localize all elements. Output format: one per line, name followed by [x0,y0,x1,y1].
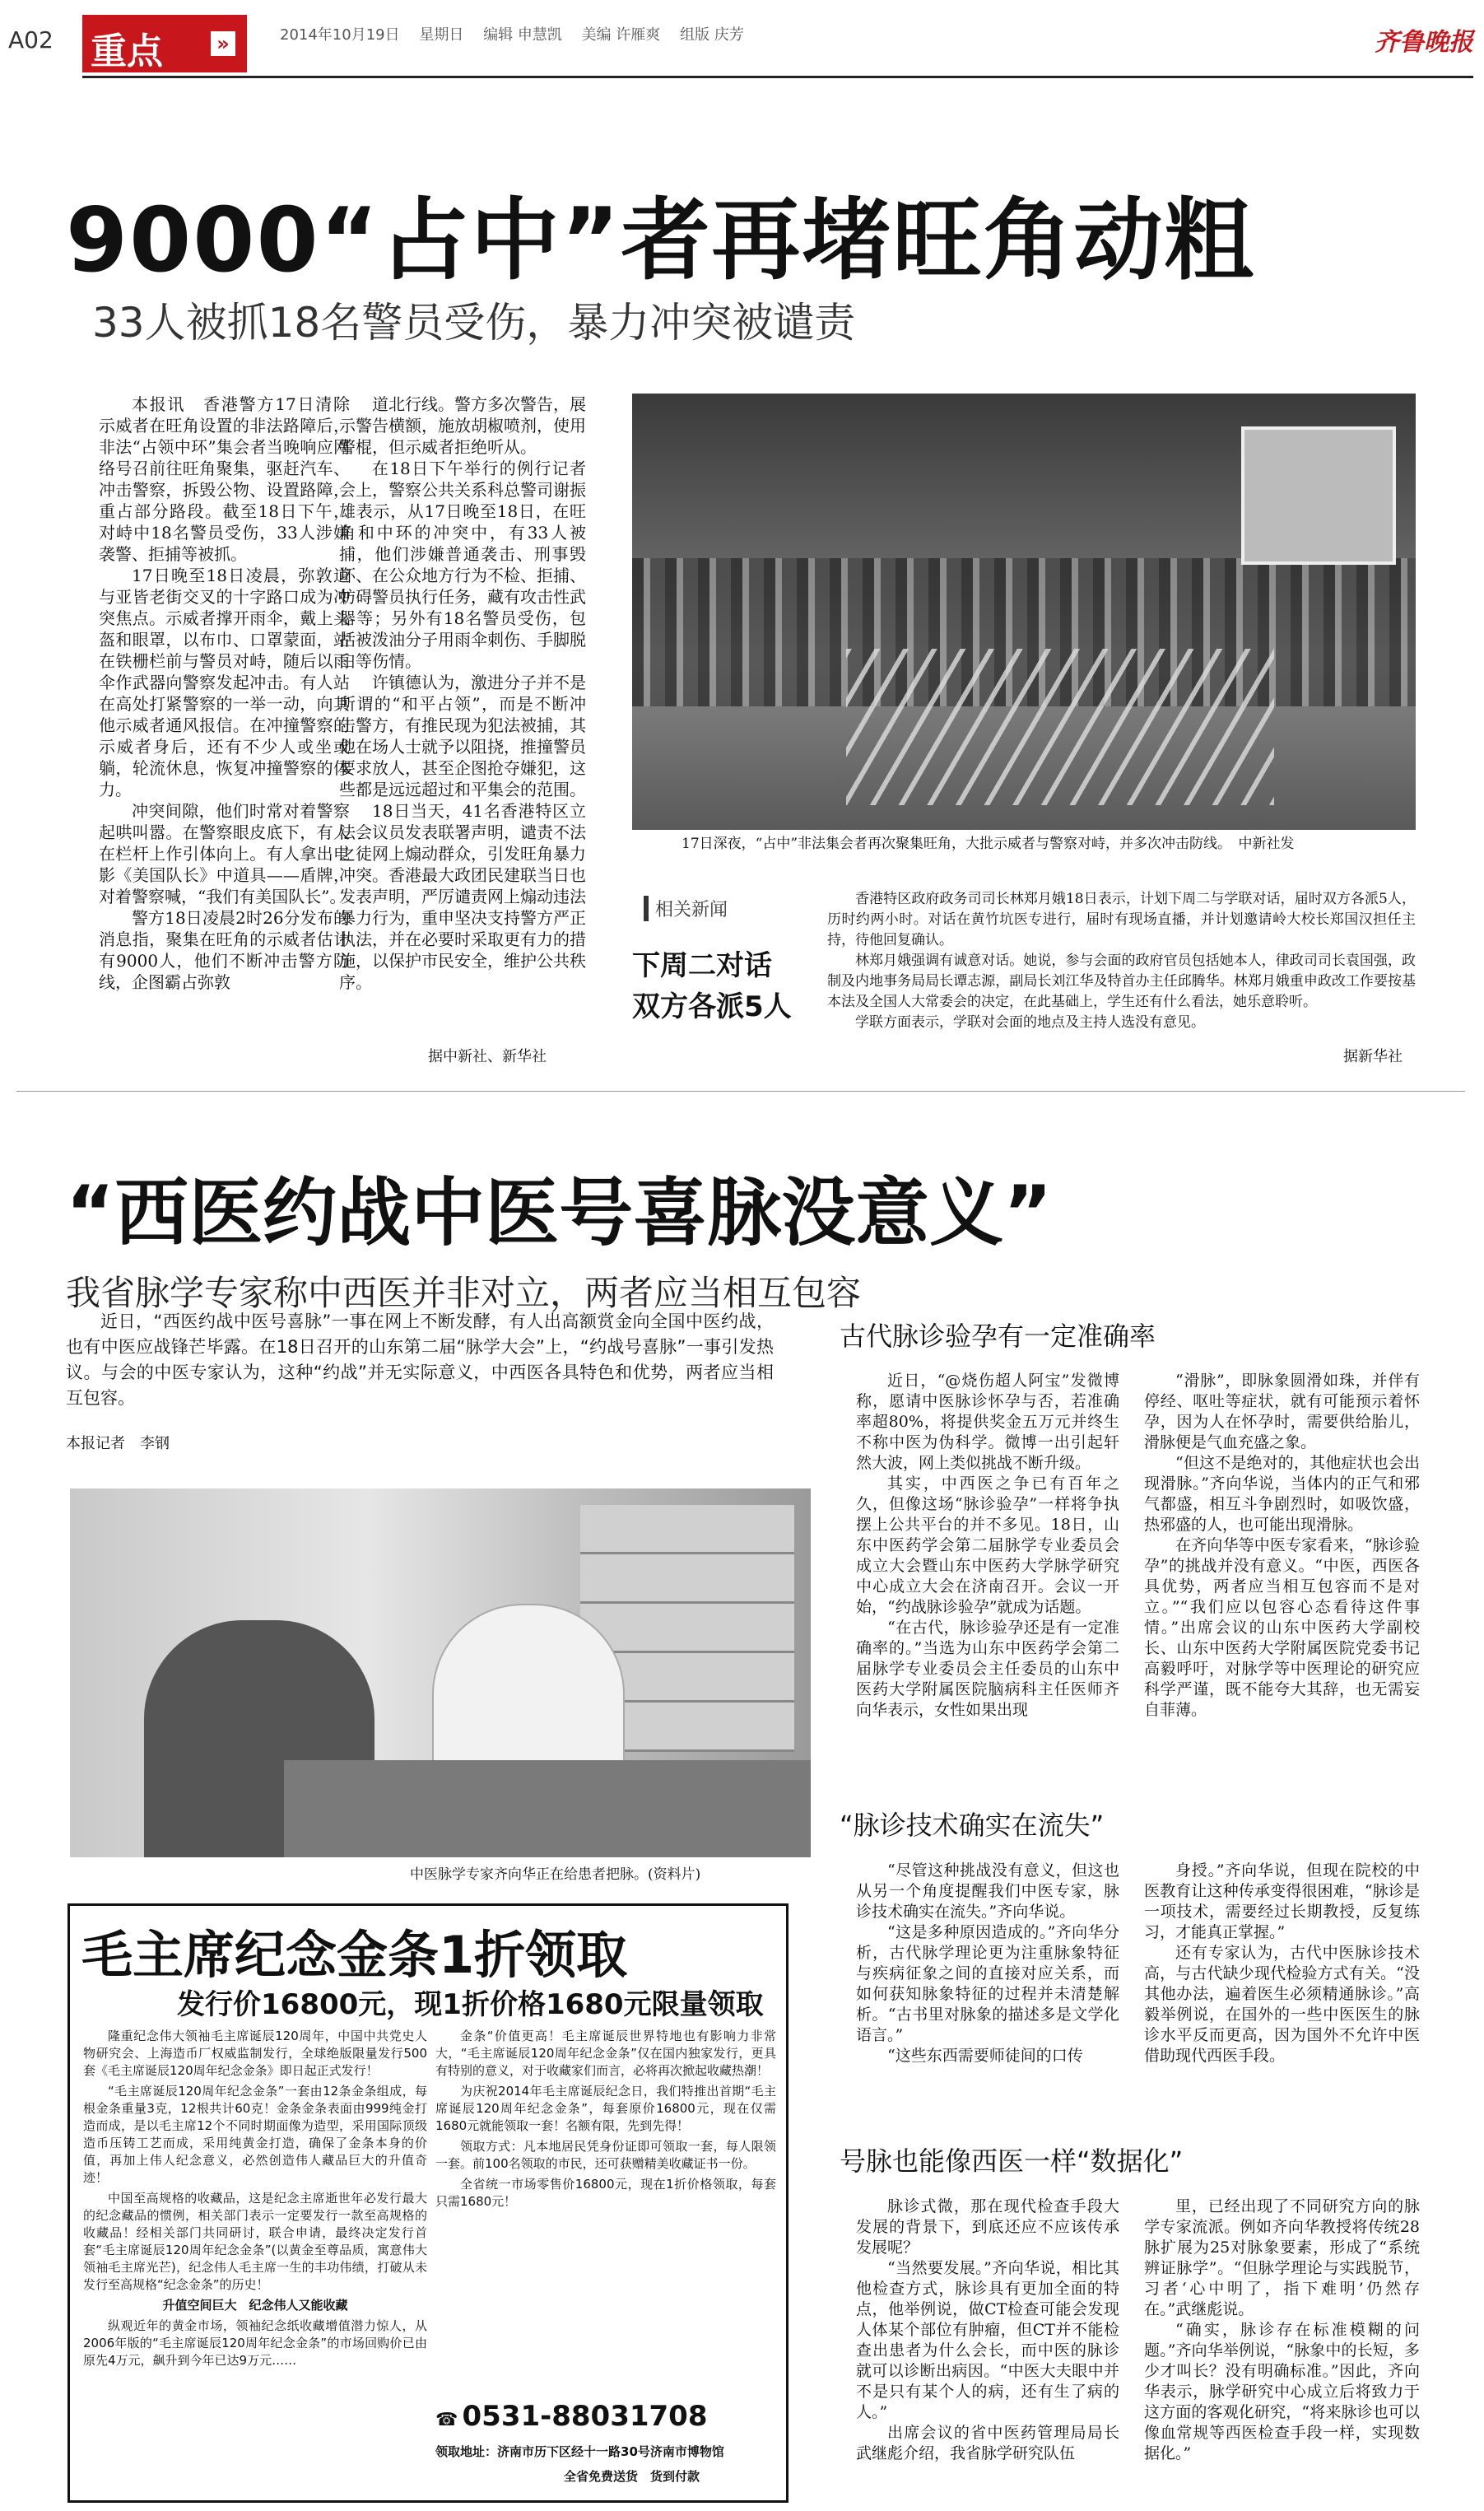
paragraph: 本报讯 香港警方17日清除示威者在旺角设置的非法路障后，非法“占领中环”集会者当晚响应网络号召前往旺角聚集，驱赶汽车、冲击警察，拆毁公物、设置路障，重占部分路段。截至18日下午，对峙中18名警员受伤，33人涉嫌袭警、拒捕等被抓。 [99,394,350,564]
paragraph: “当然要发展。”齐向华说，相比其他检查方式，脉诊具有更加全面的特点，他举例说，做CT检查可能会发现人体某个部位有肿瘤，但CT并不能检查出患者为什么会长，而中医的脉诊就可以诊断出病因。“中医大夫眼中并不是只有某个人的病，还有生了病的人。” [856,2259,1119,2421]
paragraph: “但这不是绝对的，其他症状也会出现滑脉。”齐向华说，当体内的正气和邪气都盛，相互斗争剧烈时，如吸饮盛，热邪盛的人，也可能出现滑脉。 [1144,1454,1420,1534]
double-arrow-icon: » [211,31,235,56]
header-rule [82,76,1473,78]
section-label: 重点 [91,30,163,72]
paragraph: 警方18日凌晨2时26分发布的消息指，聚集在旺角的示威者估计有9000人，他们不断冲击警方防线，企图霸占弥敦 [99,908,350,992]
sub3-col-left [856,2197,1119,2495]
paragraph: “在古代，脉诊验孕还是有一定准确率的。”当选为山东中医药学会第二届脉学专业委员会主任委员的山东中医药大学附属医院脑病科主任医师齐向华表示，女性如果出现 [856,1619,1119,1719]
protest-photo [632,394,1416,830]
paragraph: 为庆祝2014年毛主席诞辰纪念日，我们特推出首期“毛主席诞辰120周年纪念金条”，每套原价16800元，现在仅需1680元就能领取一套！名额有限，先到先得！ [435,2084,776,2133]
paragraph: 中国至高规格的收藏品，这是纪念主席逝世年必发行最大的纪念藏品的惯例，相关部门表示一定要发行一款至高规格的收藏品！经相关部门共同研讨，联合申请，最终决定发行首套“毛主席诞辰120周年纪念金条”(以黄金至尊品质，寓意伟大领袖毛主席光芒)，纪念伟人毛主席一生的丰功伟绩，打破从未发行至高规格“纪念金条”的历史！ [83,2191,427,2292]
paragraph: 还有专家认为，古代中医脉诊技术高，与古代缺少现代检验方式有关。“没其他办法，遍着医生必须精通脉诊。”高毅举例说，在国外的一些中医医生的脉诊水平反而更高，因为国外不允许中医借助现代西医手段。 [1144,1944,1420,2065]
related-body [827,889,1416,1033]
protest-photo-caption: 17日深夜，“占中”非法集会者再次聚集旺角，大批示威者与警察对峙，并多次冲击防线。 中新社发 [682,836,1295,852]
article2-lead: 近日，“西医约战中医号喜脉”一事在网上不断发酵，有人出高额赏金向全国中医约战，也有中医应战锋芒毕露。在18日召开的山东第二届“脉学大会”上，“约战号喜脉”一事引发热议。与会的中医专家认为，这种“约战”并无实际意义，中西医各具特色和优势，两者应当相互包容。 [66,1311,774,1408]
subhead-2: “脉诊技术确实在流失” [840,1810,1105,1841]
subhead-3: 号脉也能像西医一样“数据化” [840,2145,1184,2177]
paragraph: “尽管这种挑战没有意义，但这也从另一个角度提醒我们中医专家，脉诊技术确实在流失。”齐向华说。 [856,1861,1119,1921]
ad-address: 领取地址：济南市历下区经十一路30号济南市博物馆 [435,2444,724,2459]
related-tag: 相关新闻 [644,896,728,921]
ad-phone-row[interactable] [435,2400,776,2433]
paragraph: 身授。”齐向华说，但现在院校的中医教育让这种传承变得很困难，“脉诊是一项技术，需要经过长期教授，反复练习，才能真正掌握。” [1144,1861,1420,1941]
doctor-photo [70,1488,811,1857]
related-source: 据新华社 [1343,1048,1403,1065]
article1-source: 据中新社、新华社 [428,1048,547,1065]
paragraph: “这是多种原因造成的。”齐向华分析，古代脉学理论更为注重脉象特征与疾病征象之间的直接对应关系，而如何获知脉象特征的过程并未清楚解析。“古书里对脉象的描述多是文学化语言。” [856,1923,1119,2044]
photo-barricade [846,649,1274,805]
doctor-photo-caption: 中医脉学专家齐向华正在给患者把脉。(资料片) [410,1866,701,1883]
article2-subtitle: 我省脉学专家称中西医并非对立，两者应当相互包容 [66,1273,862,1313]
ad-heading: 升值空间巨大 纪念伟人又能收藏 [162,2298,348,2313]
paragraph: “滑脉”，即脉象圆滑如珠，并伴有停经、呕吐等症状，就有可能预示着怀孕，因为人在怀孕时，需要供给胎儿，滑脉便是气血充盛之象。 [1144,1372,1420,1451]
header-meta [280,23,744,44]
sub1-col-right [1144,1371,1420,1774]
paragraph: 隆重纪念伟大领袖毛主席诞辰120周年，中国中共党史人物研究会、上海造币厂权威监制发行，全球绝版限量发行500套《毛主席诞辰120周年纪念金条》即日起正式发行！ [83,2029,427,2078]
brand-logo: 齐鲁晚报 [1375,28,1473,57]
paragraph: 里，已经出现了不同研究方向的脉学专家流派。例如齐向华教授将传统28脉扩展为25对脉象要素，形成了“系统辨证脉学”。“但脉学理论与实践脱节，习者‘心中明了，指下难明’仍然存在。”武继彪说。 [1144,2197,1420,2318]
paragraph: 林郑月娥强调有诚意对话。她说，参与会面的政府官员包括她本人，律政司司长袁国强，政制及内地事务局局长谭志源，副局长刘江华及特首办主任邱腾华。林郑月娥重申政改工作要按基本法及全国人大常委会的决定，在此基础上，学生还有什么看法，她乐意聆听。 [827,953,1416,1010]
paragraph: 18日当天，41名香港特区立法会议员发表联署声明，谴责不法之徒网上煽动群众，引发旺角暴力冲突。香港最大政团民建联当日也发表声明，严厉谴责网上煽动违法暴力行为，重申坚决支持警方严正执法，并在必要时采取更有力的措施，以保护市民安全，维护公共秩序。 [339,801,586,992]
ad-title: 毛主席纪念金条1折领取 [81,1925,628,1985]
paragraph: 17日晚至18日凌晨，弥敦道与亚皆老街交叉的十字路口成为冲突焦点。示威者撑开雨伞，戴上头盔和眼罩，以布巾、口罩蒙面，站在铁栅栏前与警员对峙，随后以雨伞作武器向警察发起冲击。有人站在高处打紧警察的一举一动，向其他示威者通风报信。在冲撞警察的示威者身后，还有不少人或坐或躺，轮流休息，恢复冲撞警察的体力。 [99,566,350,799]
sub1-col-left [856,1371,1119,1774]
article2-title: “西医约战中医号喜脉没意义” [66,1170,1053,1256]
paragraph: 香港特区政府政务司司长林郑月娥18日表示，计划下周二与学联对话，届时双方各派5人，历时约两小时。对话在黄竹坑医专进行，届时有现场直播，并计划邀请岭大校长郑国汉担任主持，待他回复确认。 [827,891,1416,948]
paragraph: 纵观近年的黄金市场，领袖纪念纸收藏增值潜力惊人，从2006年版的“毛主席诞辰120周年纪念金条”的市场回购价已由原先4万元，飙升到今年已达9万元…… [83,2318,427,2368]
page-number: A02 [8,26,53,54]
sub2-col-right [1144,1861,1420,2108]
proof: 组版 庆芳 [680,26,744,44]
article2-byline: 本报记者 李钢 [66,1435,170,1452]
paragraph: “这些东西需要师徒间的口传 [887,2047,1083,2065]
paragraph: “确实，脉诊存在标准模糊的问题。”齐向华举例说，“脉象中的长短，多少才叫长？没有明确标准。”因此，齐向华表示，脉学研究中心成立后将致力于这方面的客观化研究，“将来脉诊也可以像血常规等西医检查手段一样，实现数据化。” [1144,2321,1420,2462]
article1-title: 9000“占中”者再堵旺角动粗 [66,189,1255,292]
ad-subtitle: 发行价16800元，现1折价格1680元限量领取 [177,1988,764,2021]
paragraph: 金条“价值更高！毛主席诞辰世界特地也有影响力非常大，“毛主席诞辰120周年纪念金条”仅在国内独家发行，更具有特别的意义，对于收藏家们而言，必将再次掀起收藏热潮！ [435,2029,776,2078]
paragraph: 许镇德认为，激进分子并不是所谓的“和平占领”，而是不断冲击警方，有推民现为犯法被捕，其他在场人士就予以阻挠，推撞警员要求放人，甚至企图抢夺嫌犯，这些都是远远超过和平集会的范围。 [339,673,586,799]
article1-col2 [339,394,586,1036]
article1-subtitle: 33人被抓18名警员受伤，暴力冲突被谴责 [92,299,856,347]
paragraph: 脉诊式微，那在现代检查手段大发展的背景下，到底还应不应该传承发展呢？ [856,2197,1119,2257]
paragraph: 道北行线。警方多次警告，展示警告横额，施放胡椒喷剂，使用警棍，但示威者拒绝听从。 [339,394,586,457]
date: 2014年10月19日 [280,26,400,44]
ad-footer: 全省免费送货 货到付款 [564,2469,700,2484]
phone-icon: ☎ [435,2410,458,2430]
related-title-line1: 下周二对话 [632,949,772,982]
paragraph: 学联方面表示，学联对会面的地点及主持人选没有意见。 [855,1014,1205,1031]
related-title [632,945,792,1027]
related-title-line2: 双方各派5人 [632,990,792,1023]
photo-signs [1241,426,1396,565]
article1-col1 [99,394,350,1052]
art-editor: 美编 许雁爽 [581,26,661,44]
gold-bar-ad[interactable] [67,1903,789,2503]
photo-desk [284,1760,811,1857]
editor: 编辑 申慧凯 [483,26,562,44]
section-divider [16,1091,1465,1092]
paragraph: 领取方式：凡本地居民凭身份证即可领取一套，每人限领一套。前100名领取的市民，还可获赠精美收藏证书一份。 [435,2139,776,2171]
paragraph: 冲突间隙，他们时常对着警察起哄叫嚣。在警察眼皮底下，有人在栏杆上作引体向上。有人拿出电影《美国队长》中道具——盾牌，对着警察喊，“我们有美国队长”。 [99,801,350,906]
sub3-col-right [1144,2197,1420,2495]
weekday: 星期日 [419,26,464,44]
paragraph: 其实，中西医之争已有百年之久，但像这场“脉诊验孕”一样将争执摆上公共平台的并不多见。18日，山东中医药学会第二届脉学专业委员会成立大会暨山东中医药大学脉学研究中心成立大会在济南召开。会议一开始，“约战脉诊验孕”就成为话题。 [856,1474,1119,1616]
ad-phone[interactable]: 0531-88031708 [462,2400,708,2433]
ad-right-column [435,2028,776,2374]
paragraph: 出席会议的省中医药管理局局长武继彪介绍，我省脉学研究队伍 [856,2424,1119,2462]
sub2-col-left [856,1861,1119,2108]
section-badge [82,15,247,72]
paragraph: 近日，“@烧伤超人阿宝”发微博称，愿请中医脉诊怀孕与否，若准确率超80%，将提供奖金五万元并终生不称中医为伪科学。微博一出引起轩然大波，网上类似挑战不断升级。 [856,1372,1119,1472]
paragraph: 在18日下午举行的例行记者会上，警察公共关系科总警司谢振雄表示，从17日晚至18日，在旺角和中环的冲突中，有33人被捕，他们涉嫌普通袭击、刑事毁坏、在公众地方行为不检、拒捕、妨碍警员执行任务，藏有攻击性武器等；另外有18名警员受伤，包括被泼油分子用雨伞刺伤、手脚脱臼等伤情。 [339,459,586,671]
paragraph: 全省统一市场零售价16800元，现在1折价格领取，每套只需1680元！ [435,2177,776,2209]
paragraph: 在齐向华等中医专家看来，“脉诊验孕”的挑战并没有意义。“中医，西医各具优势，两者应当相互包容而不是对立。”“我们应以包容心态看待这件事情。”出席会议的山东中医药大学副校长、山东中医药大学附属医院党委书记高毅呼吁，对脉学等中医理论的研究应科学严谨，既不能夸大其辞，也无需妄自菲薄。 [1144,1536,1420,1719]
ad-left-column [83,2028,427,2489]
subhead-1: 古代脉诊验孕有一定准确率 [840,1321,1156,1352]
paragraph: “毛主席诞辰120周年纪念金条”一套由12条金条组成，每根金条重量3克，12根共计60克！金条金条表面由999纯金打造而成，是以毛主席12个不同时期面像为造型，采用国际顶级造币压铸工艺而成，采用纯黄金打造，确保了金条本身的价值，再加上伟人纪念意义，必然创造伟人藏品巨大的升值奇迹！ [83,2084,427,2185]
